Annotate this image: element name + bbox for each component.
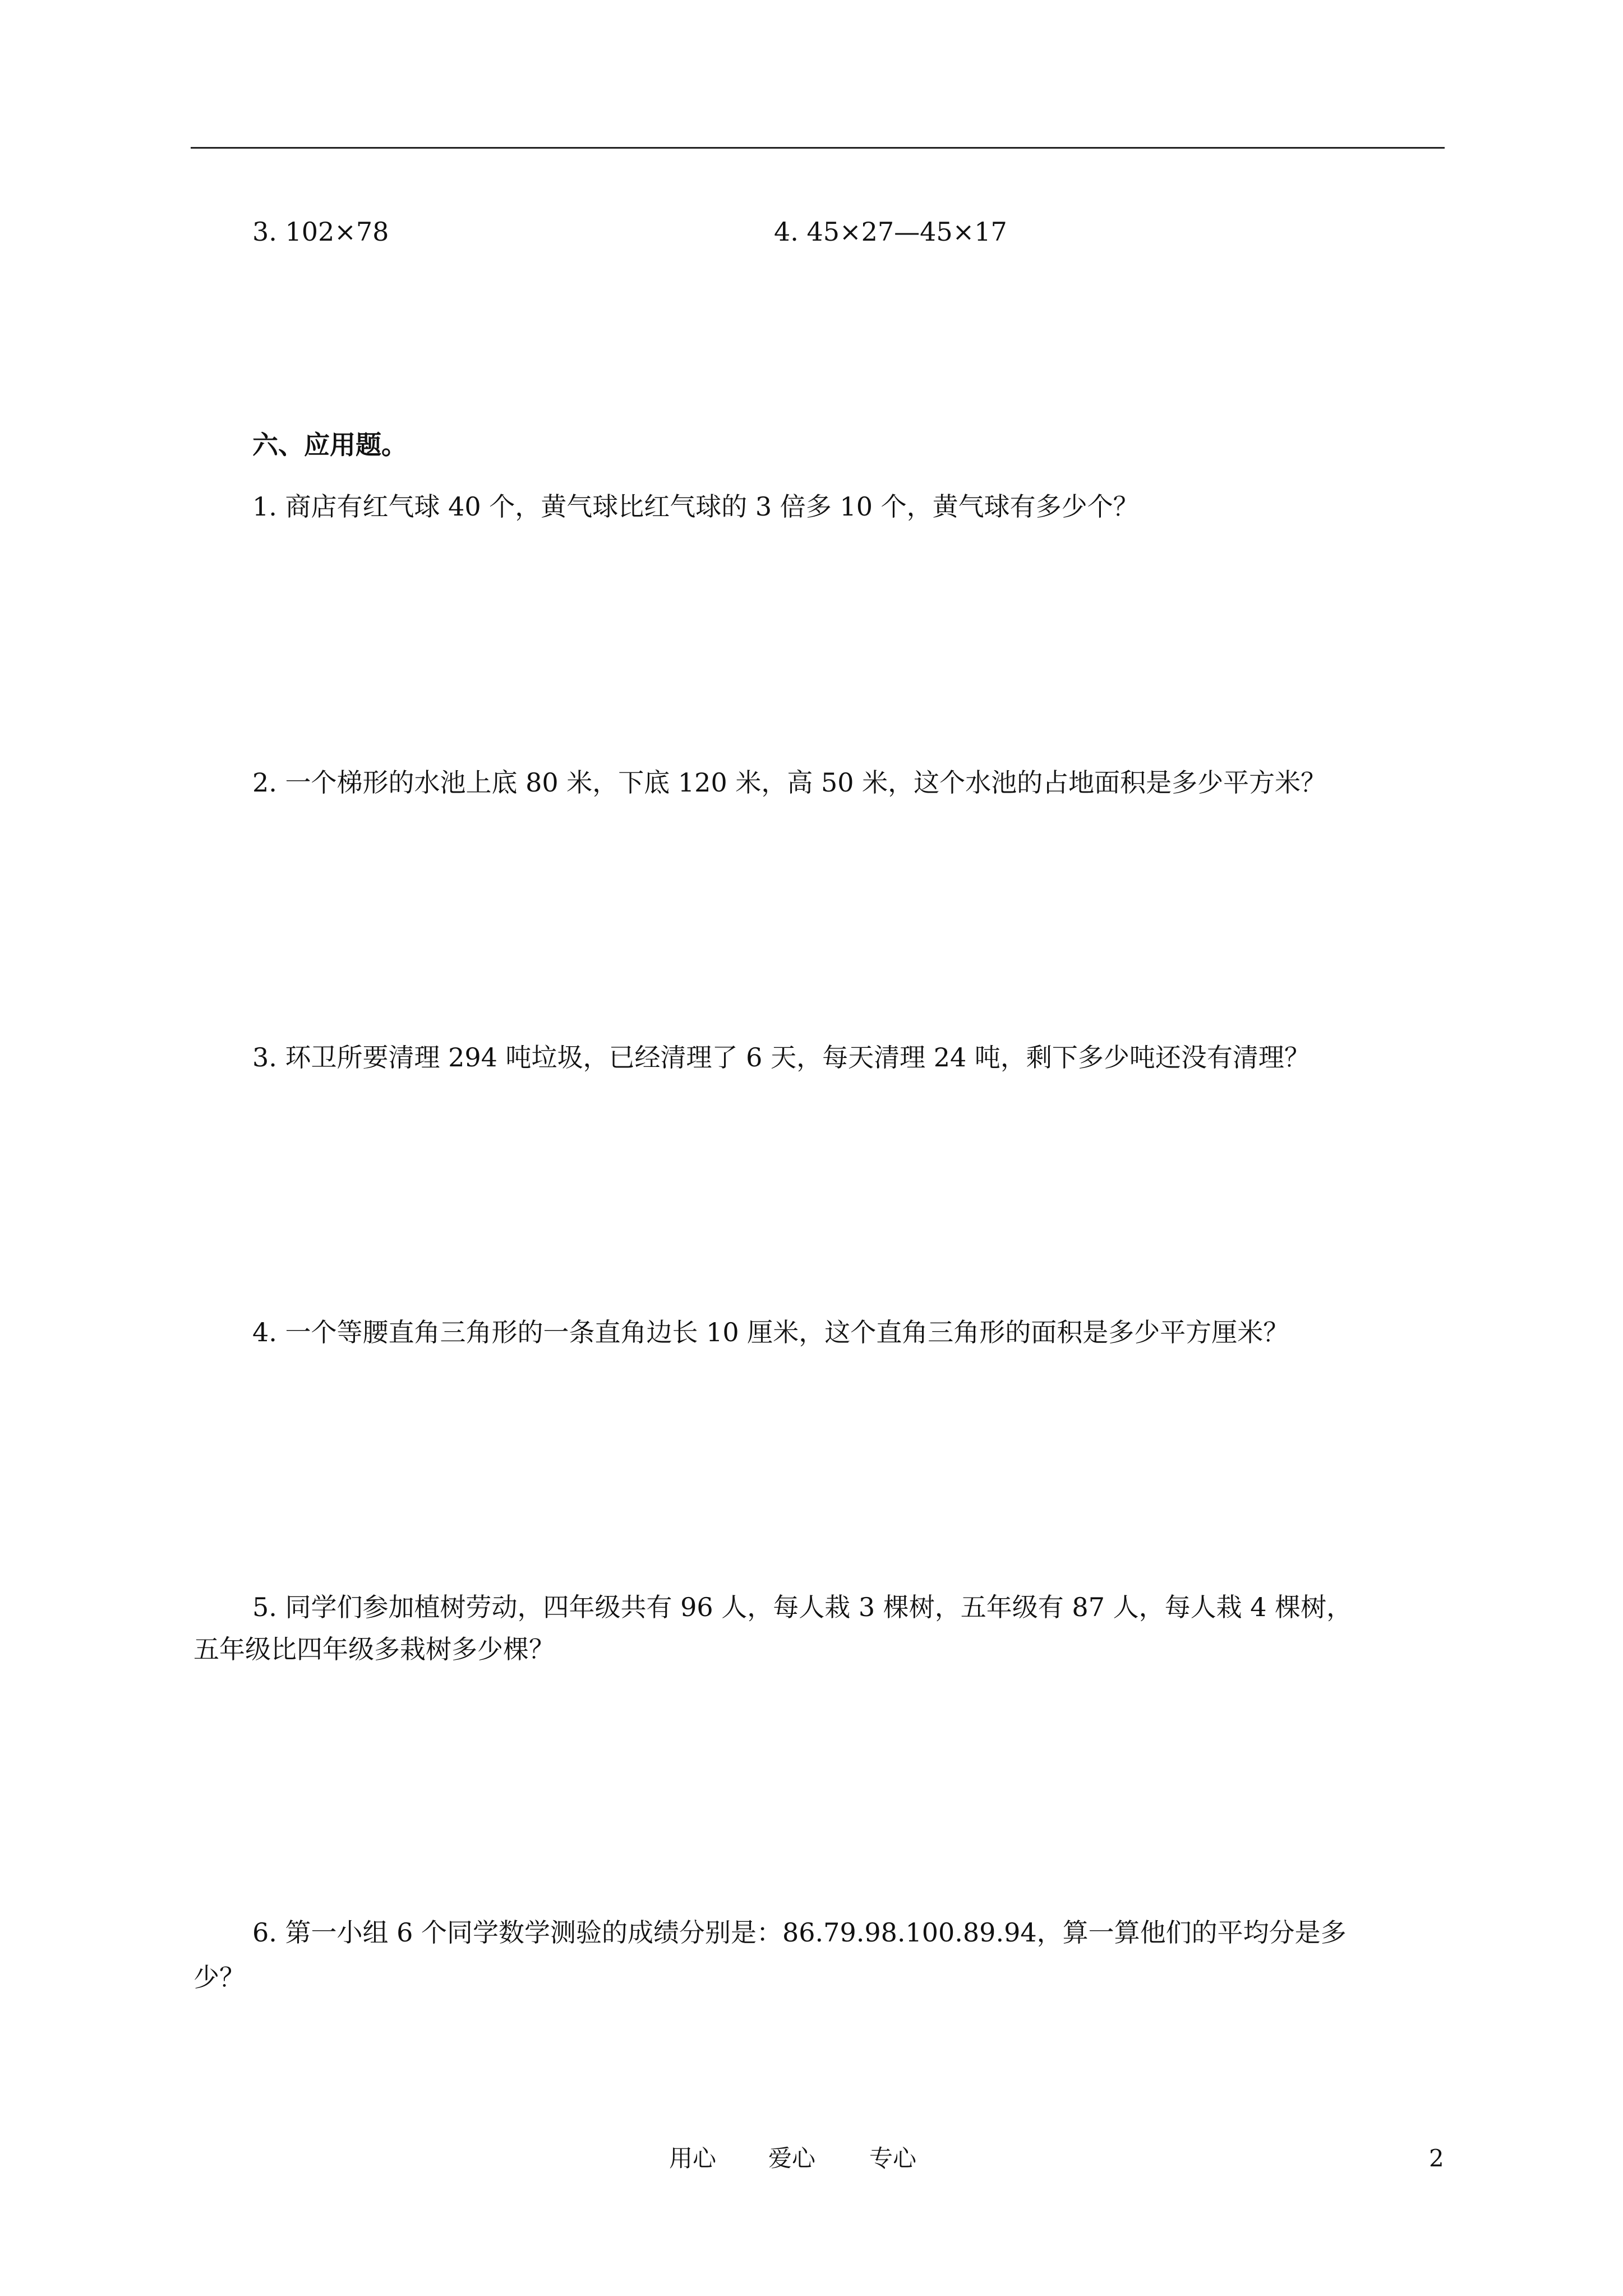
page-number: 2 — [1429, 2145, 1444, 2172]
problem-2: 2. 一个梯形的水池上底 80 米，下底 120 米，高 50 米，这个水池的占地面积是多少平方米？ — [252, 767, 1327, 798]
problem-3: 3. 环卫所要清理 294 吨垃圾，已经清理了 6 天，每天清理 24 吨，剩下多少吨还没有清理？ — [252, 1042, 1310, 1073]
problem-4: 4. 一个等腰直角三角形的一条直角边长 10 厘米，这个直角三角形的面积是多少平方厘米？ — [252, 1317, 1289, 1347]
calc-item-3: 3. 102×78 — [252, 217, 389, 247]
footer-slogan-2: 爱心 — [768, 2145, 816, 2172]
problem-6-line-1: 6. 第一小组 6 个同学数学测验的成绩分别是：86.79.98.100.89.94，算一算他们的平均分是多 — [252, 1917, 1347, 1948]
section-heading: 六、应用题。 — [252, 430, 407, 460]
problem-1: 1. 商店有红气球 40 个，黄气球比红气球的 3 倍多 10 个，黄气球有多少个？ — [252, 491, 1139, 522]
problem-5-line-2: 五年级比四年级多栽树多少棵？ — [193, 1634, 555, 1664]
header-rule — [191, 147, 1445, 149]
footer-slogan-1: 用心 — [669, 2145, 717, 2172]
problem-5-line-1: 5. 同学们参加植树劳动，四年级共有 96 人，每人栽 3 棵树，五年级有 87 人，每人栽 4 棵树， — [252, 1592, 1353, 1622]
footer-slogan-3: 专心 — [869, 2145, 917, 2172]
problem-6-line-2: 少？ — [193, 1962, 245, 1993]
calc-item-4: 4. 45×27—45×17 — [774, 217, 1007, 247]
